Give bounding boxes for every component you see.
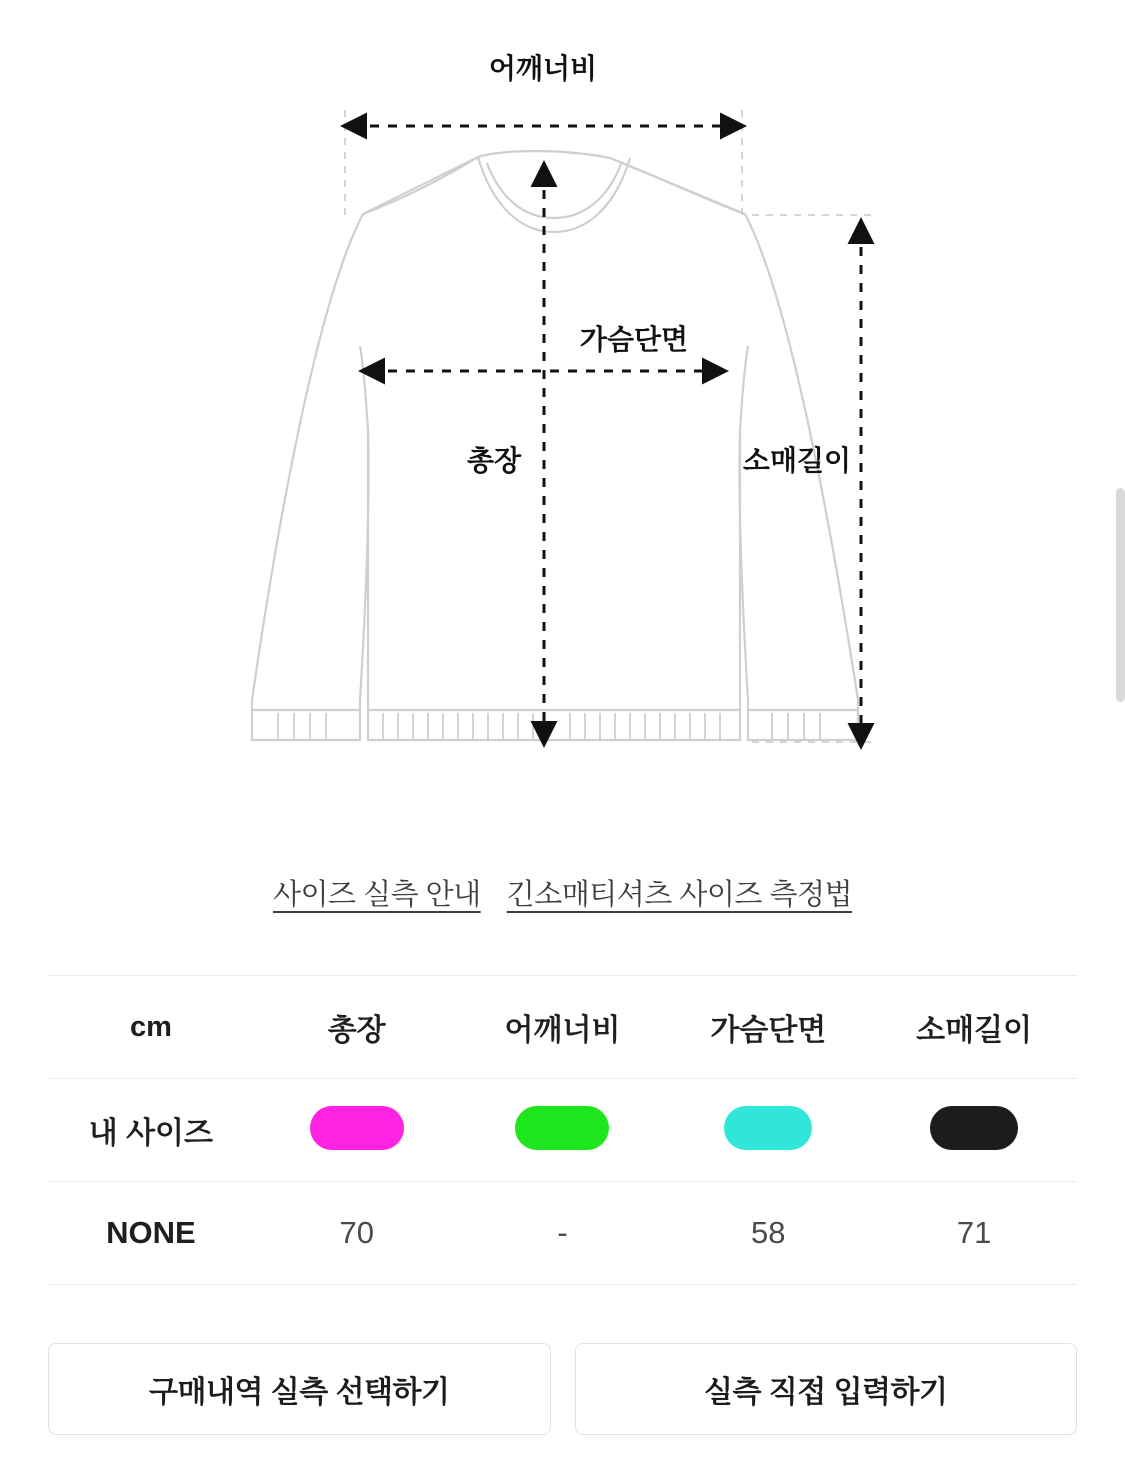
none-chest-value: 58 [751, 1215, 786, 1250]
link-size-guide[interactable]: 사이즈 실측 안내 [272, 879, 481, 911]
table-row-none [48, 1182, 1077, 1285]
action-buttons [48, 1343, 1077, 1435]
pill-sleeve [930, 1106, 1018, 1150]
row-label-none: NONE [106, 1215, 196, 1250]
enter-measurements-button[interactable]: 실측 직접 입력하기 [575, 1343, 1078, 1435]
label-shoulder: 어깨너비 [488, 53, 598, 84]
pill-shoulder [515, 1106, 609, 1150]
guide-links [0, 872, 1125, 913]
my-size-length-cell[interactable] [254, 1079, 460, 1182]
vertical-scrollbar[interactable] [1116, 488, 1125, 702]
header-shoulder: 어깨너비 [504, 1014, 621, 1047]
header-chest: 가슴단면 [710, 1014, 827, 1047]
pill-chest [724, 1106, 812, 1150]
link-measure-method[interactable]: 긴소매티셔츠 사이즈 측정법 [506, 879, 852, 911]
pill-length [310, 1106, 404, 1150]
select-from-purchase-history-button[interactable]: 구매내역 실측 선택하기 [48, 1343, 551, 1435]
table-row-my-size [48, 1079, 1077, 1182]
label-length: 총장 [466, 445, 522, 476]
header-length: 총장 [327, 1014, 386, 1047]
row-label-my-size: 내 사이즈 [88, 1117, 214, 1150]
label-chest: 가슴단면 [579, 324, 689, 355]
none-shoulder-value: - [557, 1215, 568, 1250]
header-unit: cm [129, 1010, 172, 1043]
my-size-shoulder-cell[interactable] [460, 1079, 666, 1182]
table-header-row [48, 976, 1077, 1079]
size-table [48, 975, 1077, 1285]
my-size-chest-cell[interactable] [665, 1079, 871, 1182]
label-sleeve: 소매길이 [742, 445, 852, 476]
my-size-sleeve-cell[interactable] [871, 1079, 1077, 1182]
none-length-value: 70 [339, 1215, 374, 1250]
header-sleeve: 소매길이 [916, 1014, 1033, 1047]
none-sleeve-value: 71 [956, 1215, 992, 1250]
